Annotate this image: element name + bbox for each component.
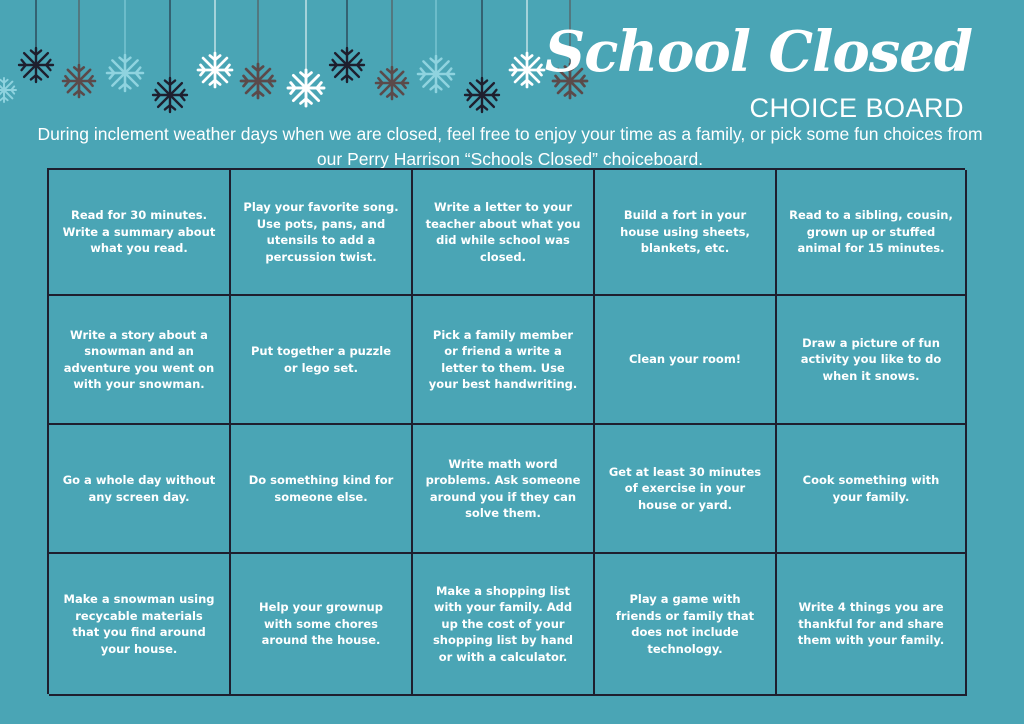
choice-cell: Help your grownup with some chores around the house. bbox=[231, 554, 413, 696]
choice-cell: Clean your room! bbox=[595, 296, 777, 425]
choice-board-grid bbox=[47, 168, 965, 694]
choice-cell: Make a shopping list with your family. Add up the cost of your shopping list by hand or with a calculator. bbox=[413, 554, 595, 696]
choice-cell: Get at least 30 minutes of exercise in your house or yard. bbox=[595, 425, 777, 554]
page-subtitle: CHOICE BOARD bbox=[749, 93, 964, 123]
choice-cell: Play a game with friends or family that does not include technology. bbox=[595, 554, 777, 696]
choice-cell: Build a fort in your house using sheets, blankets, etc. bbox=[595, 170, 777, 296]
choice-cell: Pick a family member or friend a write a letter to them. Use your best handwriting. bbox=[413, 296, 595, 425]
choice-cell: Put together a puzzle or lego set. bbox=[231, 296, 413, 425]
choice-cell: Read for 30 minutes. Write a summary about what you read. bbox=[49, 170, 231, 296]
choice-cell: Play your favorite song. Use pots, pans, and utensils to add a percussion twist. bbox=[231, 170, 413, 296]
choice-cell: Go a whole day without any screen day. bbox=[49, 425, 231, 554]
intro-text: During inclement weather days when we are closed, feel free to enjoy your time as a family, or pick some fun choices from our Perry Harrison “Schools Closed” choiceboard. bbox=[37, 124, 983, 169]
choice-cell: Write math word problems. Ask someone around you if they can solve them. bbox=[413, 425, 595, 554]
choice-cell: Write a story about a snowman and an adventure you went on with your snowman. bbox=[49, 296, 231, 425]
snowflake-garland bbox=[0, 0, 620, 125]
choice-cell: Make a snowman using recycable materials that you find around your house. bbox=[49, 554, 231, 696]
page-title: School Closed bbox=[544, 19, 972, 85]
choice-cell: Read to a sibling, cousin, grown up or stuffed animal for 15 minutes. bbox=[777, 170, 967, 296]
choice-cell: Do something kind for someone else. bbox=[231, 425, 413, 554]
choice-cell: Write 4 things you are thankful for and share them with your family. bbox=[777, 554, 967, 696]
choice-cell: Write a letter to your teacher about what you did while school was closed. bbox=[413, 170, 595, 296]
choice-cell: Draw a picture of fun activity you like to do when it snows. bbox=[777, 296, 967, 425]
choice-cell: Cook something with your family. bbox=[777, 425, 967, 554]
